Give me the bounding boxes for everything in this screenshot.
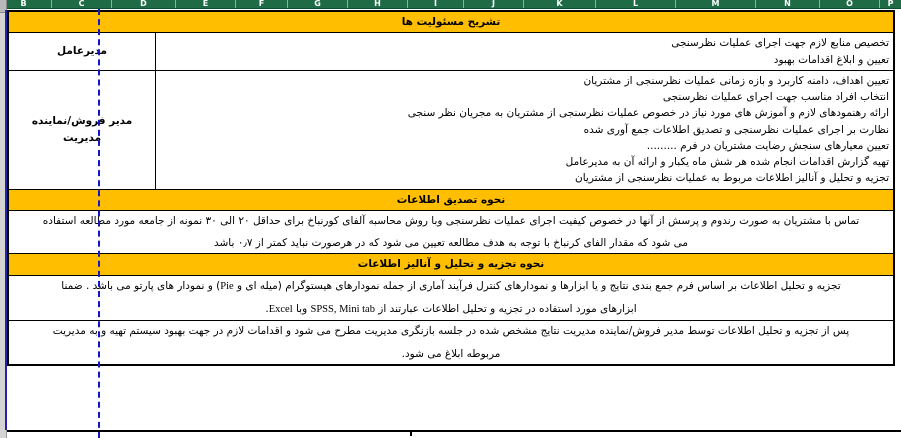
closing-text-cell: [8, 321, 894, 365]
duty-item: نظارت بر اجرای عملیات نظرسنجی و تصدیق اطلاعات جمع آوری شده: [583, 123, 889, 136]
column-header-N[interactable]: N: [755, 0, 819, 9]
table-row: [8, 321, 894, 365]
page-break-guide: [98, 9, 100, 438]
table-row: [8, 33, 894, 71]
duties-cell-ceo: [156, 33, 894, 71]
table-row-responsibilities-header: [8, 11, 894, 33]
analysis-text-cell: [8, 275, 894, 321]
column-header-G[interactable]: G: [287, 0, 347, 9]
role-cell-ceo: مدیرعامل: [8, 33, 156, 71]
responsibilities-table: [7, 10, 895, 366]
analysis-text-a: تجزیه و تحلیل اطلاعات بر اساس فرم جمع بندی نتایج و یا ابزارها و نمودارهای کنترل فرآیند آماری از جمله نمودارهای هیستوگرام (میله ای و: [233, 279, 841, 292]
column-header-I[interactable]: I: [407, 0, 463, 9]
table-row: [8, 210, 894, 254]
closing-line: مربوطه ابلاغ می شود.: [401, 347, 501, 360]
tools-intro-text: ابزارهای مورد استفاده در تجزیه و تحلیل اطلاعات عبارتند از: [374, 302, 637, 315]
duty-item: تعیین معیارهای سنجش رضایت مشتریان در فرم .........: [646, 139, 889, 152]
column-header-J[interactable]: J: [463, 0, 523, 9]
column-header-F[interactable]: F: [235, 0, 287, 9]
verification-line: تماس با مشتریان به صورت رندوم و پرسش از آنها در خصوص کیفیت اجرای عملیات نظرسنجی وبا روش محاسبه آلفای کورنباخ برای حداقل ۲۰ الی ۳۰ نمونه از جامعه مورد مطالعه استفاده: [42, 214, 860, 227]
column-header-M[interactable]: M: [675, 0, 755, 9]
column-header-O[interactable]: O: [819, 0, 879, 9]
responsibilities-header-cell: تشریح مسئولیت ها: [8, 11, 894, 33]
column-header-L[interactable]: L: [595, 0, 675, 9]
column-header-K[interactable]: K: [523, 0, 595, 9]
analysis-header-cell: نحوه تجزیه و تحلیل و آنالیز اطلاعات: [8, 254, 894, 275]
sheet-bottom-border: [7, 430, 901, 432]
table-row-verification-header: [8, 189, 894, 210]
duty-item: تعیین اهداف، دامنه کاربرد و بازه زمانی عملیات نظرسنجی از مشتریان: [583, 74, 889, 87]
tool-name-excel: Excel: [268, 303, 293, 315]
verification-text-cell: [8, 210, 894, 254]
analysis-line-2: [13, 301, 889, 318]
analysis-text-b: ) و نمودار های پارتو می باشد . ضمنا: [61, 279, 221, 292]
verification-header-cell: نحوه تصدیق اطلاعات: [8, 189, 894, 210]
selection-edge: [5, 10, 7, 430]
duty-item: تعیین و ابلاغ اقدامات بهبود: [773, 53, 889, 66]
column-header-H[interactable]: H: [347, 0, 407, 9]
column-header-E[interactable]: E: [175, 0, 235, 9]
tools-conjunction: وبا: [292, 302, 311, 315]
role-cell-sales-manager: مدیر فروش/نماینده مدیریت: [8, 70, 156, 189]
column-header-D[interactable]: D: [111, 0, 175, 9]
duty-item: تهیه گزارش اقدامات انجام شده هر شش ماه یکبار و ارائه آن به مدیرعامل: [565, 156, 889, 169]
column-header-C[interactable]: C: [51, 0, 111, 9]
duty-item: تخصیص منابع لازم جهت اجرای عملیات نظرسنجی: [671, 37, 889, 50]
chart-type-pie-label: Pie: [220, 280, 234, 292]
closing-line: پس از تجزیه و تحلیل اطلاعات توسط مدیر فروش/نماینده مدیریت نتایج مشخص شده در جلسه بازنگری مدیریت مطرح می شود و اقدامات لازم در جهت بهبود سیستم تهیه و به مدیریت: [52, 325, 850, 338]
duty-item: تجزیه و تحلیل و آنالیز اطلاعات مربوط به عملیات نظرسنجی از مشتریان: [575, 172, 889, 185]
column-header-B[interactable]: B: [0, 0, 51, 9]
tool-name-spss-minitab: SPSS, Mini tab: [310, 303, 375, 315]
table-row: [8, 70, 894, 189]
column-header-strip: [0, 0, 901, 9]
analysis-line-1: [13, 278, 889, 295]
table-row: [8, 275, 894, 321]
tools-period: .: [265, 302, 269, 315]
sheet-bottom-tick: [410, 430, 412, 436]
verification-line: می شود که مقدار الفای کرنباخ با توجه به هدف مطالعه تعیین می شود که در هرصورت نباید کمتر از ۰٫۷ باشد: [213, 237, 689, 250]
duty-item: انتخاب افراد مناسب جهت اجرای عملیات نظرسنجی: [662, 91, 889, 104]
table-row-analysis-header: [8, 254, 894, 275]
duty-item: ارائه رهنمودهای لازم و آموزش های مورد نیاز در خصوص عملیات نظرسنجی از مشتریان به مجریان نظر سنجی: [407, 107, 889, 120]
column-header-P[interactable]: P: [879, 0, 901, 9]
duties-cell-sales-manager: [156, 70, 894, 189]
